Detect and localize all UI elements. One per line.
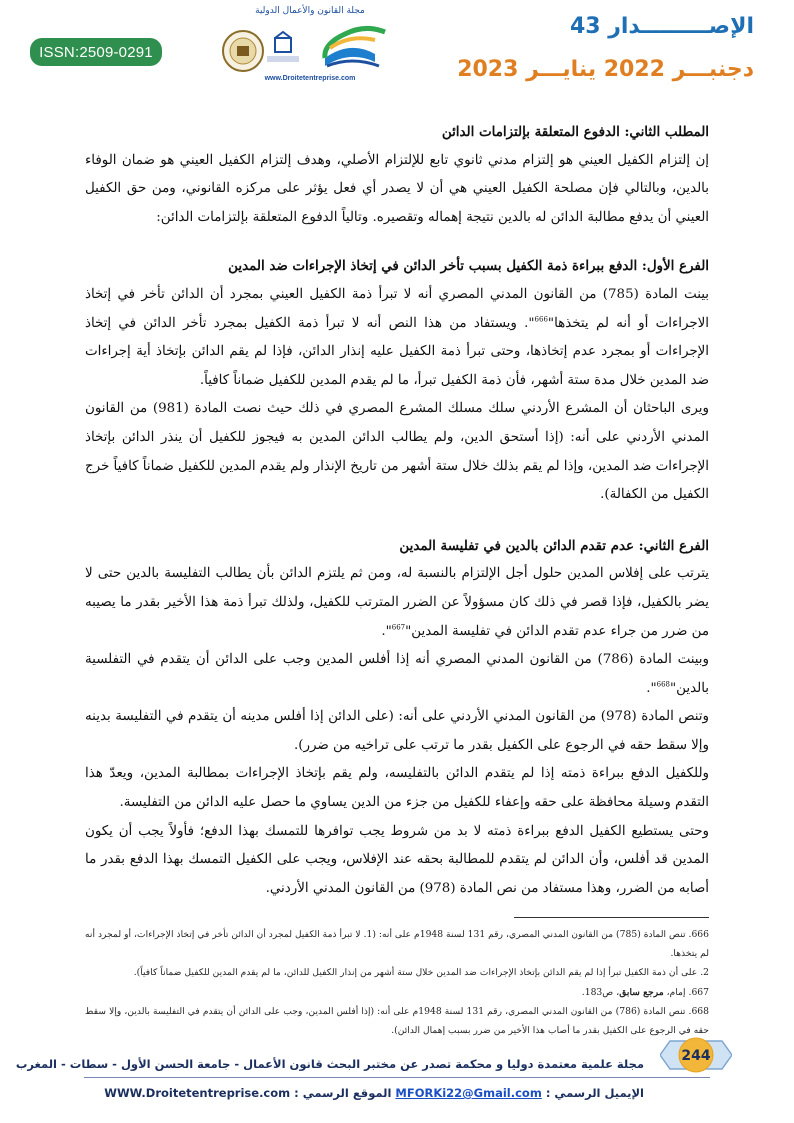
footer-journal-line: مجلة علمية معتمدة دوليا و محكمة تصدر عن مختبر البحث قانون الأعمال - جامعة الحسن الأول - سطات - المغرب — [15, 1057, 644, 1071]
branch-1-paragraph-2: ويرى الباحثان أن المشرع الأردني سلك مسلك المشرع المصري في ذلك حيث نصت المادة (981) من القانون المدني الأردني على أنه: (إذا أستحق الدين، ولم يطالب الدائن المدين به فيجوز للكفيل أن ينذر الدائن بإتخاذ الإجراءات ضد المدين، وإذا لم يقم بذلك خلال ستة أشهر من تاريخ الإنذار ولم يقدم المدين للكفيل ضماناً كافياً خرج الكفيل من الكفالة). — [84, 401, 709, 503]
issue-dates: دجنبـــر 2022 ينايـــر 2023 — [457, 57, 754, 82]
footnote-667: 667. إمام، مرجع سابق، ص183. — [581, 986, 709, 998]
intro-paragraph: إن إلتزام الكفيل العيني هو إلتزام مدني ثانوي تابع للإلتزام الأصلي، وهدف إلتزام الكفيل العيني هو ضمان الوفاء بالدين، وبالتالي فإن مصلحة الكفيل العيني هي أن لا يصدر أي فعل يؤثر على مركزه القانوني، ومن حق الكفيل العيني أن يدفع مطالبة الدائن له بالدين نتيجة إهماله وتقصيره. وتالياً الدفوع المتعلقة بإلتزامات الدائن: — [85, 152, 709, 225]
branch-2-paragraph-4: وللكفيل الدفع ببراءة ذمته إذا لم يتقدم الدائن بالتفليسه، ولم يقم بإتخاذ الإجراءات بمطالبة المدين، ويعدّ هذا التقدم وسيلة محافظة على حقه وإعفاء للكفيل من جزء من الدين يساوي ما حصل عليه الدائن من التفليسة. — [85, 766, 709, 811]
journal-logo-title: مجلة القانون والأعمال الدولية — [255, 6, 365, 16]
issue-info — [457, 14, 754, 82]
section-title: المطلب الثاني: الدفوع المتعلقة بإلتزامات الدائن — [441, 124, 709, 140]
footnote-666: 666. تنص المادة (785) من القانون المدني المصري، رقم 131 لسنة 1948م على أنه: (1. لا تبرأ ذمة الكفيل لمجرد أن الدائن تأخر في إتخاذ الإجراءات، أو لمجرد أنه لم يتخذها. — [85, 929, 709, 960]
footer-site[interactable]: WWW.Droitetentreprise.com — [104, 1086, 291, 1100]
issn-badge: ISSN:2509-0291 — [30, 38, 162, 66]
footer-email-link[interactable]: MFORKi22@Gmail.com — [395, 1086, 542, 1100]
footnote-ref-668[interactable]: 668 — [656, 680, 670, 689]
page-number: 244 — [681, 1048, 711, 1064]
branch-2-title: الفرع الثاني: عدم تقدم الدائن بالدين في تفليسة المدين — [399, 537, 709, 554]
footer-contact-line: الإيميل الرسمي : MFORKi22@Gmail.com الموقع الرسمي : WWW.Droitetentreprise.com — [104, 1086, 644, 1100]
footnote-ref-667[interactable]: 667 — [391, 623, 406, 632]
branch-2-paragraph-1: يترتب على إفلاس المدين حلول أجل الإلتزام بالنسبة له، ومن ثم يلتزم الدائن بأن يطالب التفليسة بالدين حتى لا يضر بالكفيل، فإذا قصر في ذلك كان مسؤولاً عن الضرر المترتب للكفيل، ولذلك تبرأ ذمة هذا الأخير بقدر ما يصيبه من ضرر من جراء عدم تقدم الدائن في تفليسة المدين"$^{667}$". — [85, 566, 709, 639]
branch-2-paragraph-3: وتنص المادة (978) من القانون المدني الأردني على أنه: (على الدائن إذا أفلس مدينه أن يتقدم في التفليسة بدينه وإلا سقط حقه في الرجوع على الكفيل بقدر ما ترتب على تراخيه من ضرر). — [85, 709, 709, 753]
branch-2-paragraph-2: وبينت المادة (786) من القانون المدني المصري أنه إذا أفلس المدين وجب على الدائن أن يتقدم في التفلسية بالدين"$^{668}$". — [85, 652, 709, 696]
footnote-666-cont: 2. على أن ذمة الكفيل تبرأ إذا لم يقم الدائن بإتخاذ الإجراءات ضد المدين خلال ستة أشهر من إنذار الكفيل للدائن، ما لم يقدم المدين للكفيل ضماناً كافياً). — [133, 967, 709, 979]
footnote-divider — [514, 917, 709, 918]
journal-logo-url: www.Droitetentreprise.com — [264, 75, 356, 82]
branch-1-paragraph-1: بينت المادة (785) من القانون المدني المصري أنه لا تبرأ ذمة الكفيل العيني بمجرد أن الدائن تأخر في إتخاذ الاجراءات أو أنه لم يتخذها"$^{666}$". ويستفاد من هذا النص أنه لا تبرأ ذمة الكفيل بمجرد تأخر الدائن في إتخاذ الإجراءات أو بمجرد عدم إتخاذها، وحتى تبرأ ذمة الكفيل عليه إنذار الدائن، فإذا لم يقم الدائن بإتخاذ أية إجراءات ضد المدين خلال مدة ستة أشهر، فأن ذمة الكفيل تبرأ، ما لم يقدم المدين للكفيل ضماناً كافياً. — [85, 286, 710, 388]
page-number-badge — [660, 1037, 732, 1073]
branch-1-title: الفرع الأول: الدفع ببراءة ذمة الكفيل بسبب تأخر الدائن في إتخاذ الإجراءات ضد المدين — [228, 258, 709, 275]
article-body — [85, 118, 709, 903]
footnote-ref-666[interactable]: 666 — [534, 315, 548, 324]
footnotes — [85, 925, 709, 1040]
journal-logo — [215, 6, 405, 86]
issue-number: الإصـــــــــدار 43 — [569, 14, 754, 39]
footnote-668: 668. تنص المادة (786) من القانون المدني المصري، رقم 131 لسنة 1948م على أنه: (إذا أفلس المدين، وجب على الدائن أن يتقدم في التفليسة بالدين، وإلا سقط حقه في الرجوع على الكفيل بقدر ما أصاب هذا الأخير من ضرر بسبب إهمال الدائن). — [85, 1005, 709, 1037]
branch-2-paragraph-5: وحتى يستطيع الكفيل الدفع ببراءة ذمته لا بد من شروط يجب توافرها للتمسك بهذا الدفع؛ فأولاً يجب أن يكون المدين قد أفلس، وأن الدائن لم يتقدم للمطالبة بحقه عند الإفلاس، ويجب على الكفيل التمسك بهذا الدفع بقدر ما أصابه من الضرر، وهذا مستفاد من نص المادة (978) من القانون المدني الأردني. — [85, 823, 709, 896]
journal-logo-graphic — [215, 6, 405, 86]
footer — [15, 1056, 644, 1101]
